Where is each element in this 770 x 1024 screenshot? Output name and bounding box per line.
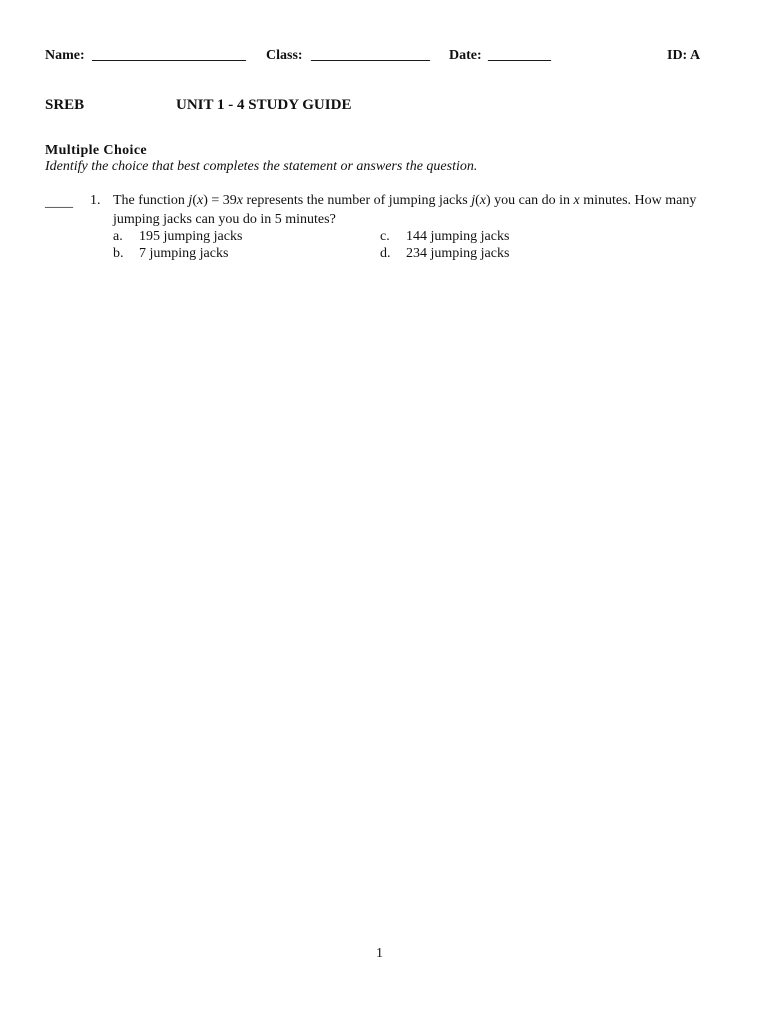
date-label: Date:: [449, 48, 482, 63]
section-instructions: Identify the choice that best completes the statement or answers the question.: [45, 159, 478, 174]
page-number: 1: [376, 946, 383, 961]
option-d: d. 234 jumping jacks: [380, 246, 510, 261]
class-label: Class:: [266, 48, 303, 63]
course-name: SREB: [45, 97, 85, 113]
option-b: b. 7 jumping jacks: [113, 246, 229, 261]
question-text-line2: jumping jacks can you do in 5 minutes?: [113, 212, 336, 227]
name-label: Name:: [45, 48, 85, 63]
id-label: ID: A: [667, 48, 701, 63]
class-blank[interactable]: _________________: [311, 48, 430, 63]
name-blank[interactable]: ______________________: [92, 48, 246, 63]
question-number: 1.: [90, 193, 101, 208]
option-c: c. 144 jumping jacks: [380, 229, 510, 244]
section-heading: Multiple Choice: [45, 143, 148, 158]
answer-blank[interactable]: ____: [45, 195, 73, 210]
option-a: a. 195 jumping jacks: [113, 229, 243, 244]
question-text-line1: The function j(x) = 39x represents the number of jumping jacks j(x) you can do in x minutes. How many: [113, 193, 697, 208]
date-blank[interactable]: _________: [488, 48, 551, 63]
page-title: UNIT 1 - 4 STUDY GUIDE: [176, 97, 352, 113]
